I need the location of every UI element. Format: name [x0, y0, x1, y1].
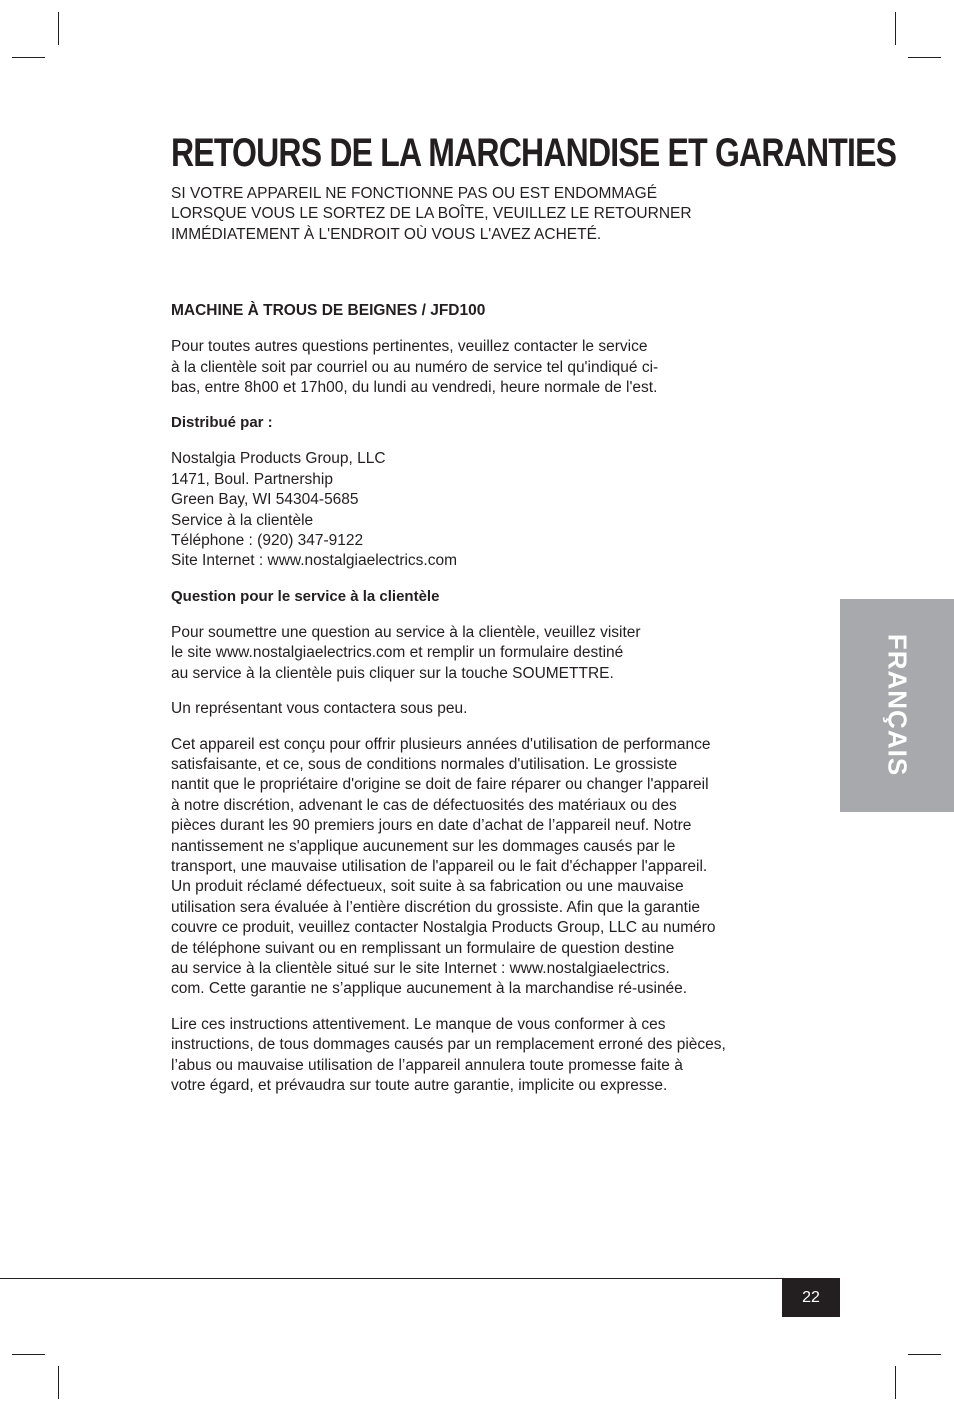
- text-line: bas, entre 8h00 et 17h00, du lundi au vendredi, heure normale de l'est.: [171, 379, 658, 397]
- crop-mark-bottom-right-horizontal: [908, 1354, 941, 1355]
- text-line: le site www.nostalgiaelectrics.com et remplir un formulaire destiné: [171, 644, 624, 662]
- text-line: votre égard, et prévaudra sur toute autre garantie, implicite ou expresse.: [171, 1077, 668, 1094]
- address-line: 1471, Boul. Partnership: [171, 470, 333, 488]
- representative-line: [171, 699, 821, 719]
- text-line: couvre ce produit, veuillez contacter Nostalgia Products Group, LLC au numéro: [171, 919, 716, 937]
- text-line: Pour toutes autres questions pertinentes, veuillez contacter le service: [171, 338, 648, 356]
- crop-mark-bottom-right-vertical: [895, 1366, 896, 1399]
- question-paragraph: [171, 623, 821, 684]
- crop-mark-top-left-horizontal: [12, 57, 45, 58]
- instructions-paragraph: [171, 1015, 821, 1097]
- warranty-paragraph: [171, 735, 821, 1000]
- text-line: pièces durant les 90 premiers jours en date d’achat de l’appareil neuf. Notre: [171, 817, 692, 835]
- text-line: utilisation sera évaluée à l’entière discrétion du grossiste. Afin que la garantie: [171, 898, 701, 916]
- address-line: Green Bay, WI 54304-5685: [171, 491, 359, 509]
- distributed-heading: Distribué par :: [171, 414, 273, 432]
- text-line: nantit que le propriétaire d'origine se doit de faire réparer ou changer l'appareil: [171, 776, 709, 794]
- text-line: au service à la clientèle situé sur le site Internet : www.nostalgiaelectrics.: [171, 959, 670, 977]
- text-line: Pour soumettre une question au service à la clientèle, veuillez visiter: [171, 623, 641, 641]
- contact-paragraph: [171, 337, 821, 398]
- crop-mark-top-left-vertical: [58, 12, 59, 45]
- product-heading: MACHINE À TROUS DE BEIGNES / JFD100: [171, 302, 486, 320]
- address-line: Service à la clientèle: [171, 511, 314, 529]
- language-tab: [840, 599, 954, 812]
- intro-line: LORSQUE VOUS LE SORTEZ DE LA BOÎTE, VEUILLEZ LE RETOURNER: [171, 205, 692, 223]
- text-line: satisfaisante, et ce, sous de conditions normales d'utilisation. Le grossiste: [171, 755, 678, 773]
- language-tab-label: FRANÇAIS: [882, 633, 913, 777]
- main-content: [171, 184, 821, 1111]
- intro-line: IMMÉDIATEMENT À L'ENDROIT OÙ VOUS L'AVEZ ACHETÉ.: [171, 225, 602, 243]
- page-title: RETOURS DE LA MARCHANDISE ET GARANTIES: [171, 131, 897, 175]
- address-block: [171, 449, 821, 571]
- intro-line: SI VOTRE APPAREIL NE FONCTIONNE PAS OU EST ENDOMMAGÉ: [171, 185, 658, 202]
- text-line: l’abus ou mauvaise utilisation de l’appareil annulera toute promesse faite à: [171, 1056, 683, 1074]
- page-number: 22: [782, 1278, 840, 1317]
- text-line: com. Cette garantie ne s’applique aucunement à la marchandise ré-usinée.: [171, 980, 688, 998]
- address-line: Téléphone : (920) 347-9122: [171, 532, 364, 550]
- text-line: transport, une mauvaise utilisation de l'appareil ou le fait d'échapper l'appareil.: [171, 857, 708, 875]
- text-line: Un produit réclamé défectueux, soit suite à sa fabrication ou une mauvaise: [171, 878, 684, 896]
- footer-rule: [0, 1278, 840, 1279]
- question-heading: Question pour le service à la clientèle: [171, 587, 440, 605]
- text-line: nantissement ne s'applique aucunement sur les dommages causés par le: [171, 837, 676, 855]
- intro-notice: [171, 184, 821, 245]
- text-line: Lire ces instructions attentivement. Le manque de vous conformer à ces: [171, 1015, 666, 1033]
- text-line: de téléphone suivant ou en remplissant un formulaire de question destine: [171, 939, 675, 957]
- text-line: au service à la clientèle puis cliquer sur la touche SOUMETTRE.: [171, 664, 614, 682]
- crop-mark-top-right-vertical: [895, 12, 896, 45]
- crop-mark-bottom-left-vertical: [58, 1366, 59, 1399]
- crop-mark-top-right-horizontal: [908, 57, 941, 58]
- address-line: Nostalgia Products Group, LLC: [171, 450, 386, 468]
- text-line: Un représentant vous contactera sous peu.: [171, 700, 468, 718]
- text-line: Cet appareil est conçu pour offrir plusieurs années d'utilisation de performance: [171, 735, 711, 753]
- address-line: Site Internet : www.nostalgiaelectrics.com: [171, 552, 458, 570]
- text-line: à notre discrétion, advenant le cas de défectuosités des matériaux ou des: [171, 796, 677, 814]
- text-line: à la clientèle soit par courriel ou au numéro de service tel qu'indiqué ci-: [171, 358, 659, 376]
- crop-mark-bottom-left-horizontal: [12, 1354, 45, 1355]
- text-line: instructions, de tous dommages causés par un remplacement erroné des pièces,: [171, 1036, 726, 1054]
